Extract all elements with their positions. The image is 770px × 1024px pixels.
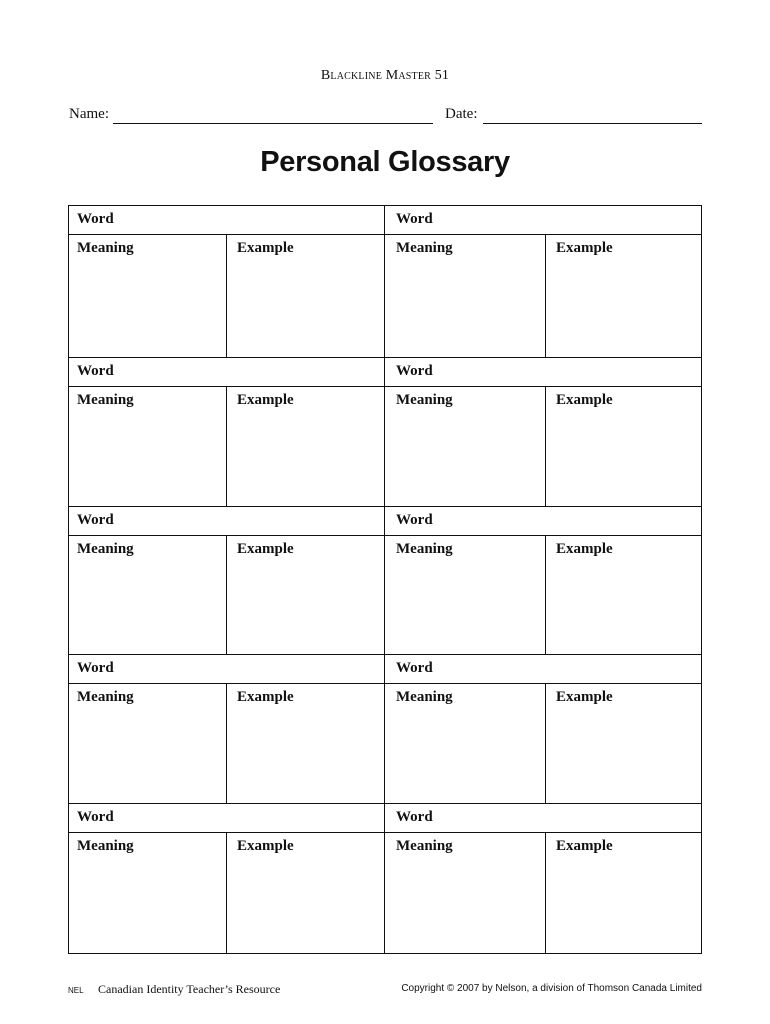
example-label: Example [237, 240, 294, 256]
blackline-master-heading [0, 68, 770, 84]
column-divider [545, 387, 546, 507]
example-cell[interactable] [226, 536, 384, 654]
meaning-label: Meaning [77, 392, 134, 408]
meaning-cell[interactable] [69, 684, 226, 803]
meaning-label: Meaning [77, 240, 134, 256]
column-divider [545, 833, 546, 954]
word-label-right: Word [396, 660, 433, 676]
glossary-entry-block [69, 803, 701, 953]
column-divider [384, 358, 385, 507]
word-cell[interactable] [69, 206, 384, 234]
name-date-row [69, 106, 702, 128]
example-label: Example [556, 689, 613, 705]
date-field[interactable] [483, 123, 702, 124]
column-divider [545, 235, 546, 357]
word-cell[interactable] [69, 804, 384, 832]
word-label-right: Word [396, 363, 433, 379]
example-label: Example [237, 838, 294, 854]
word-label-left: Word [77, 809, 114, 825]
example-label: Example [556, 541, 613, 557]
meaning-label: Meaning [77, 541, 134, 557]
word-label-left: Word [77, 363, 114, 379]
example-cell[interactable] [226, 235, 384, 356]
column-divider [226, 833, 227, 954]
word-cell[interactable] [384, 507, 701, 535]
page-title: Personal Glossary [260, 146, 510, 178]
meaning-cell[interactable] [384, 235, 545, 356]
word-cell[interactable] [384, 804, 701, 832]
glossary-table [68, 205, 702, 954]
date-label: Date: [445, 106, 478, 122]
meaning-cell[interactable] [384, 387, 545, 506]
word-cell[interactable] [69, 358, 384, 386]
meaning-cell[interactable] [69, 387, 226, 506]
meaning-label: Meaning [396, 392, 453, 408]
column-divider [226, 387, 227, 507]
example-cell[interactable] [545, 387, 701, 506]
glossary-entry-block [69, 206, 701, 357]
column-divider [384, 655, 385, 804]
word-cell[interactable] [384, 655, 701, 683]
example-cell[interactable] [226, 387, 384, 506]
column-divider [384, 507, 385, 655]
example-cell[interactable] [545, 833, 701, 953]
meaning-label: Meaning [77, 838, 134, 854]
meaning-cell[interactable] [384, 536, 545, 654]
example-cell[interactable] [226, 833, 384, 953]
word-label-right: Word [396, 211, 433, 227]
word-label-right: Word [396, 809, 433, 825]
meaning-cell[interactable] [69, 536, 226, 654]
word-cell[interactable] [384, 358, 701, 386]
example-label: Example [237, 392, 294, 408]
heading-rest-1: lackline [330, 68, 382, 83]
glossary-entry-block [69, 506, 701, 654]
word-cell[interactable] [69, 507, 384, 535]
example-label: Example [556, 392, 613, 408]
meaning-label: Meaning [396, 689, 453, 705]
name-label: Name: [69, 106, 109, 122]
heading-rest-2: aster [398, 68, 432, 83]
column-divider [226, 684, 227, 804]
column-divider [226, 536, 227, 655]
heading-number: 51 [434, 68, 450, 83]
name-field[interactable] [113, 123, 433, 124]
meaning-cell[interactable] [69, 235, 226, 356]
word-label-left: Word [77, 211, 114, 227]
example-label: Example [556, 240, 613, 256]
publisher-code: NEL [68, 986, 84, 995]
example-cell[interactable] [545, 235, 701, 356]
example-label: Example [237, 689, 294, 705]
column-divider [226, 235, 227, 357]
page-footer [68, 982, 702, 1002]
meaning-label: Meaning [396, 240, 453, 256]
meaning-label: Meaning [396, 541, 453, 557]
column-divider [545, 684, 546, 804]
meaning-label: Meaning [77, 689, 134, 705]
glossary-entry-block [69, 654, 701, 803]
word-cell[interactable] [384, 206, 701, 234]
meaning-cell[interactable] [384, 833, 545, 953]
meaning-label: Meaning [396, 838, 453, 854]
meaning-cell[interactable] [384, 684, 545, 803]
column-divider [384, 206, 385, 357]
word-label-left: Word [77, 512, 114, 528]
example-cell[interactable] [226, 684, 384, 803]
example-label: Example [237, 541, 294, 557]
resource-title: Canadian Identity Teacher’s Resource [98, 982, 281, 996]
column-divider [545, 536, 546, 655]
example-cell[interactable] [545, 536, 701, 654]
copyright-notice: Copyright © 2007 by Nelson, a division of Thomson Canada Limited [401, 983, 702, 994]
word-label-right: Word [396, 512, 433, 528]
glossary-entry-block [69, 357, 701, 506]
example-cell[interactable] [545, 684, 701, 803]
meaning-cell[interactable] [69, 833, 226, 953]
column-divider [384, 804, 385, 954]
heading-initial-b: B [320, 68, 331, 83]
word-label-left: Word [77, 660, 114, 676]
word-cell[interactable] [69, 655, 384, 683]
example-label: Example [556, 838, 613, 854]
heading-initial-m: M [385, 68, 399, 83]
